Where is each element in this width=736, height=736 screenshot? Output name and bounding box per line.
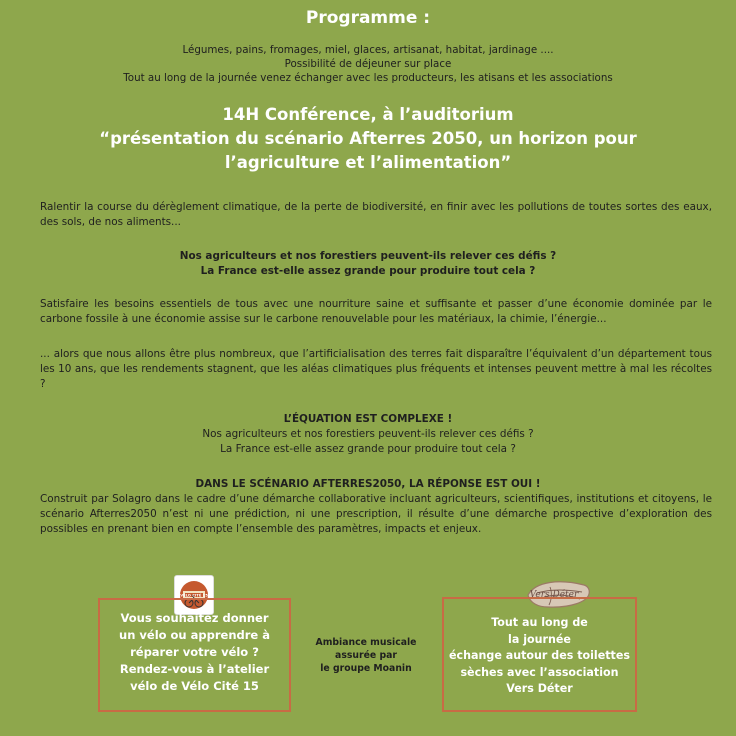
context-paragraph: ... alors que nous allons être plus nombreux, que l’artificialisation des terres fait disparaître l’équivalent d’un département tous les 10 ans, que les rendements stagnent, que les aléas climatiques plus fréquents et intenses peuvent mettre à mal les récoltes ?: [40, 348, 712, 390]
program-line-1: Légumes, pains, fromages, miel, glaces, artisanat, habitat, jardinage ....: [182, 44, 554, 56]
question-block: [0, 249, 736, 279]
program-line-2: Possibilité de déjeuner sur place: [284, 58, 452, 70]
question-line-1: Nos agriculteurs et nos forestiers peuvent-ils relever ces défis ?: [179, 250, 557, 262]
toilets-line-5: Vers Déter: [506, 682, 573, 695]
bike-workshop-line-2: un vélo ou apprendre à: [119, 628, 270, 642]
question-line-2: La France est-elle assez grande pour produire tout cela ?: [200, 265, 536, 277]
music-line-2: assurée par: [335, 650, 397, 661]
toilets-line-2: la journée: [508, 632, 571, 646]
vers-deter-logo-text: Vers Déter: [529, 590, 579, 600]
program-intro: [0, 43, 736, 85]
toilets-line-3: échange autour des toilettes: [449, 649, 630, 662]
bike-workshop-text: [100, 610, 289, 695]
final-paragraph: Construit par Solagro dans le cadre d’une démarche collaborative incluant agriculteurs, scientifiques, institutions et citoyens, le scénario Afterres2050 n’est ni une prédiction, ni une prescription, il résulte d’une démarche prospective d’exploration des possibles en prenant bien en compte l’ensemble des paramètres, impacts et enjeux.: [40, 493, 712, 535]
bike-workshop-line-3: réparer votre vélo ?: [130, 645, 259, 659]
music-line-1: Ambiance musicale: [315, 637, 417, 648]
music-line-3: le groupe Moanin: [320, 663, 412, 674]
program-line-3: Tout au long de la journée venez échanger avec les producteurs, les atisans et les associations: [123, 72, 613, 84]
conference-heading: [0, 103, 736, 175]
needs-paragraph: Satisfaire les besoins essentiels de tous avec une nourriture saine et suffisante et passer d’une économie dominée par le carbone fossile à une économie assise sur le carbone renouvelable pour les matériaux, la chimie, l’énergie...: [40, 298, 712, 325]
equation-title: L’ÉQUATION EST COMPLEXE !: [283, 413, 453, 425]
velo-cite-logo-text: VÉLO CITÉ 15: [180, 593, 208, 598]
equation-block: [0, 412, 736, 457]
intro-paragraph: Ralentir la course du dérèglement climatique, de la perte de biodiversité, en finir avec les pollutions de toutes sortes des eaux, des sols, de nos aliments...: [40, 201, 712, 228]
toilets-exchange-text: [444, 615, 635, 698]
bike-workshop-line-1: Vous souhaitez donner: [120, 611, 269, 625]
music-note: [302, 636, 430, 675]
program-title: Programme :: [305, 8, 431, 28]
conference-line-2: “présentation du scénario Afterres 2050, un horizon pour: [99, 129, 637, 148]
bike-workshop-line-4: Rendez-vous à l’atelier: [119, 662, 270, 676]
conference-line-1: 14H Conférence, à l’auditorium: [222, 105, 514, 124]
bike-workshop-box: [98, 598, 291, 712]
conference-line-3: l’agriculture et l’alimentation”: [224, 153, 512, 172]
toilets-exchange-box: [442, 597, 637, 712]
toilets-line-4: sèches avec l’association: [460, 665, 619, 679]
bike-workshop-line-5: vélo de Vélo Cité 15: [130, 679, 259, 693]
equation-line-2: La France est-elle assez grande pour produire tout cela ?: [220, 443, 516, 455]
equation-line-1: Nos agriculteurs et nos forestiers peuvent-ils relever ces défis ?: [202, 428, 534, 440]
answer-title: DANS LE SCÉNARIO AFTERRES2050, LA RÉPONSE EST OUI !: [195, 478, 541, 490]
toilets-line-1: Tout au long de: [491, 616, 588, 629]
